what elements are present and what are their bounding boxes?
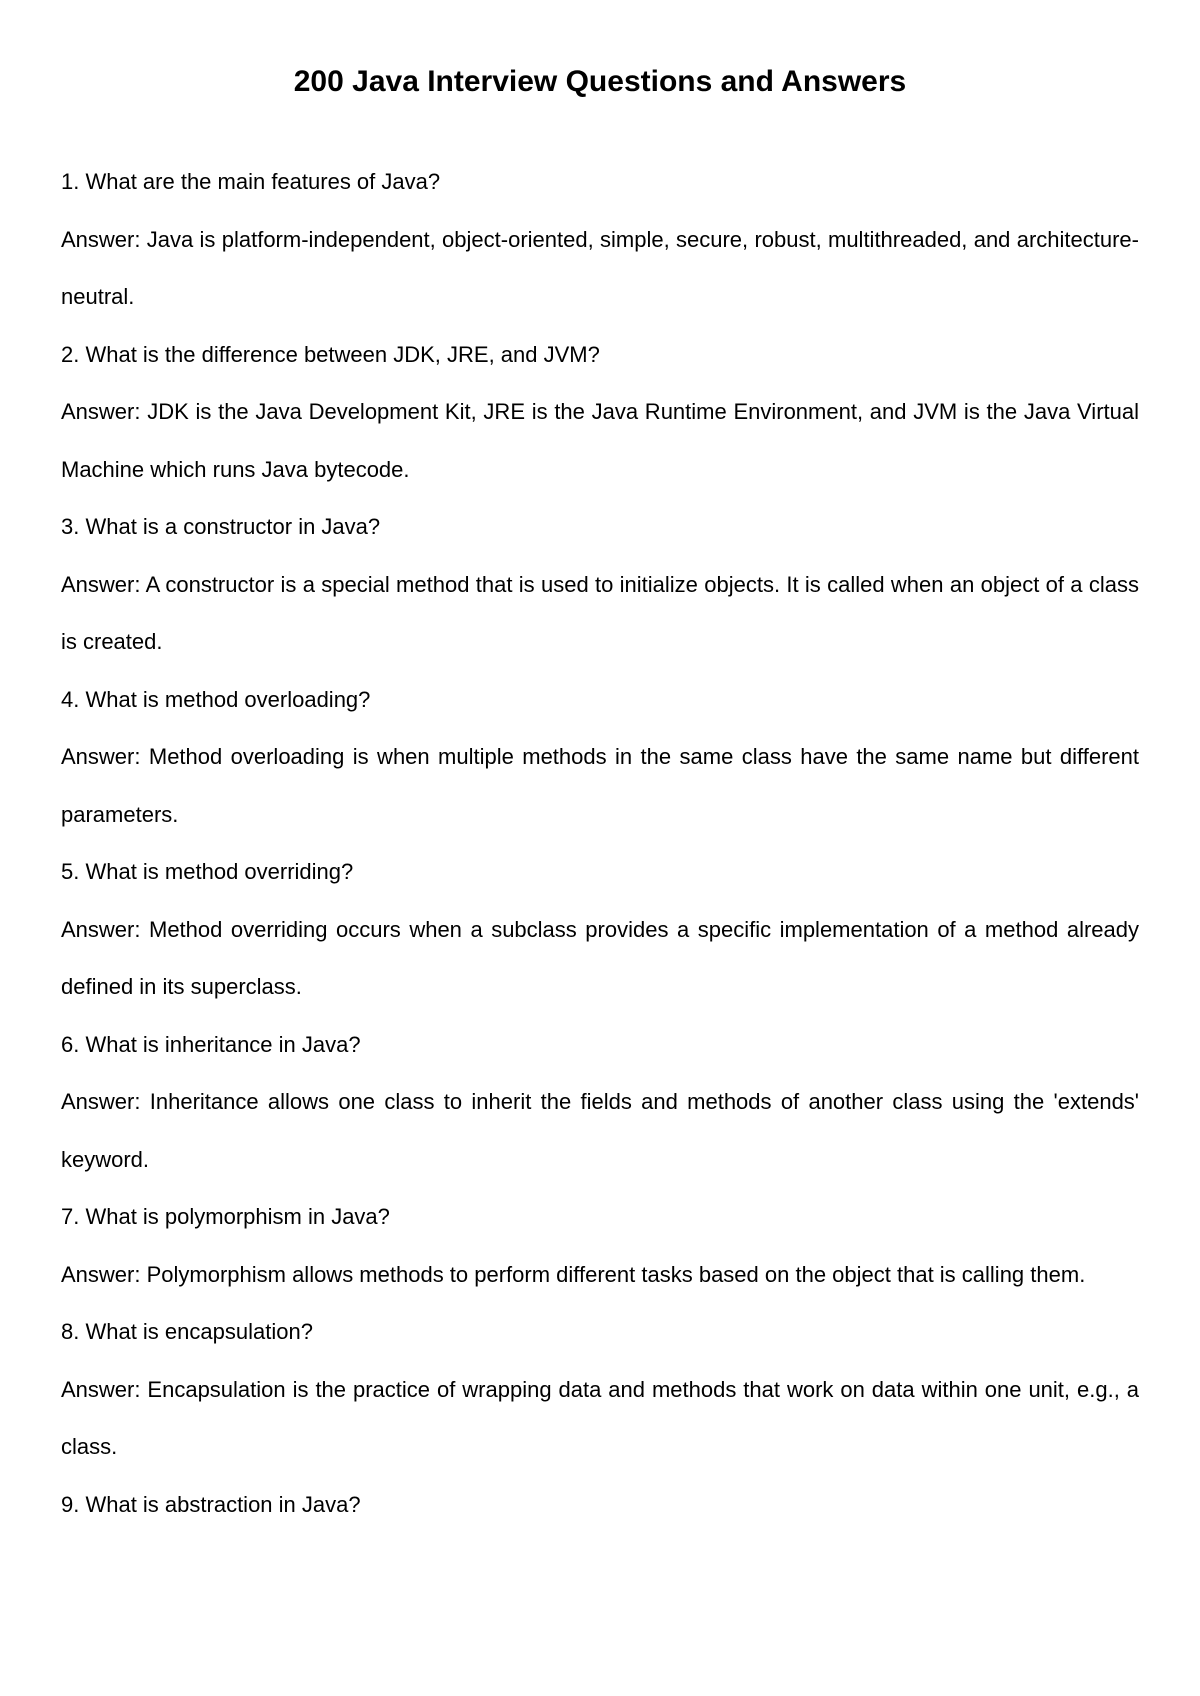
- document-title: 200 Java Interview Questions and Answers: [293, 65, 907, 98]
- qa-item-2: [61, 326, 1139, 499]
- answer-text: Answer: Method overloading is when multiple methods in the same class have the same name but different parameters.: [61, 744, 1139, 827]
- qa-item-5: [61, 843, 1139, 1016]
- qa-item-3: [61, 498, 1139, 671]
- qa-item-1: [61, 153, 1139, 326]
- answer-text: Answer: Polymorphism allows methods to perform different tasks based on the object that is calling them.: [61, 1261, 1086, 1287]
- question-text: 7. What is polymorphism in Java?: [61, 1204, 390, 1229]
- qa-item-8: [61, 1303, 1139, 1476]
- question-text: 2. What is the difference between JDK, JRE, and JVM?: [61, 341, 600, 367]
- answer-text: Answer: Method overriding occurs when a subclass provides a specific implementation of a method already defined in its superclass.: [61, 916, 1139, 999]
- question-text: 6. What is inheritance in Java?: [61, 1031, 361, 1057]
- qa-item-9: [61, 1476, 1139, 1534]
- qa-item-4: [61, 671, 1139, 844]
- qa-list: [61, 153, 1139, 1533]
- question-text: 9. What is abstraction in Java?: [61, 1491, 361, 1517]
- qa-item-7: [61, 1188, 1139, 1303]
- answer-text: Answer: JDK is the Java Development Kit, JRE is the Java Runtime Environment, and JVM is the Java Virtual Machine which runs Java bytecode.: [61, 399, 1139, 482]
- question-text: 5. What is method overriding?: [61, 859, 354, 884]
- qa-item-6: [61, 1016, 1139, 1189]
- answer-text: Answer: Java is platform-independent, object-oriented, simple, secure, robust, multithreaded, and architecture-neutral.: [61, 226, 1139, 309]
- answer-text: Answer: A constructor is a special method that is used to initialize objects. It is called when an object of a class is created.: [61, 571, 1139, 654]
- answer-text: Answer: Encapsulation is the practice of wrapping data and methods that work on data within one unit, e.g., a class.: [61, 1376, 1139, 1459]
- question-text: 4. What is method overloading?: [61, 686, 371, 712]
- question-text: 8. What is encapsulation?: [61, 1319, 313, 1344]
- answer-text: Answer: Inheritance allows one class to inherit the fields and methods of another class using the 'extends' keyword.: [61, 1089, 1139, 1172]
- question-text: 1. What are the main features of Java?: [61, 169, 441, 194]
- question-text: 3. What is a constructor in Java?: [61, 514, 381, 539]
